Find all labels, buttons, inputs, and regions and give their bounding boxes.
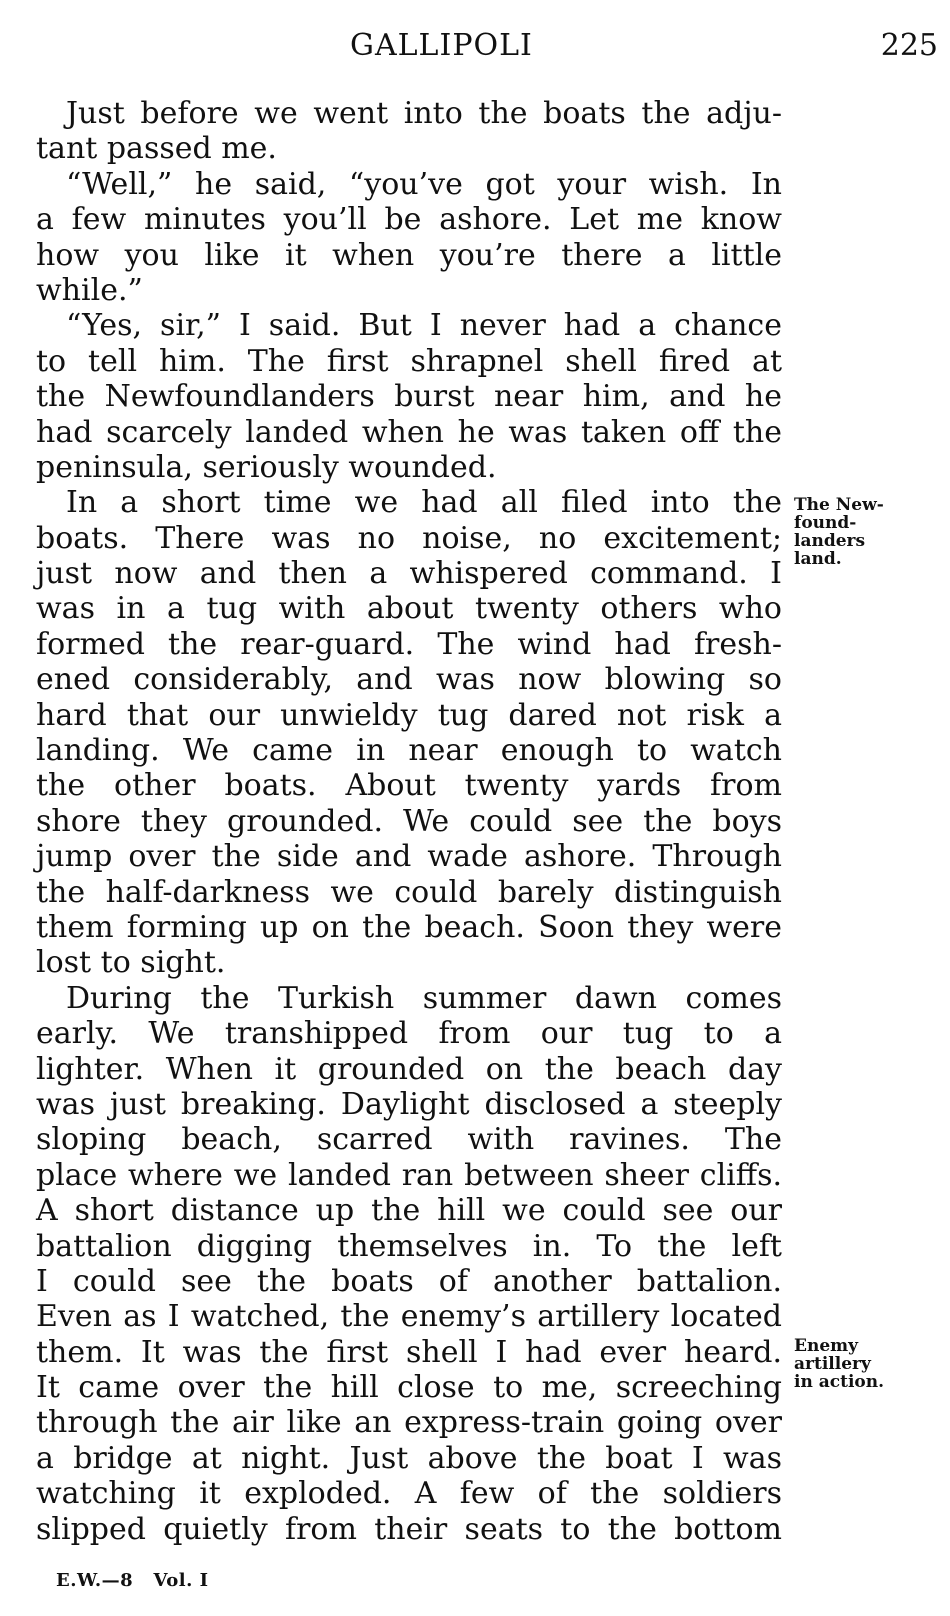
text-line: Even as I watched, the enemy’s artillery located (36, 1299, 782, 1335)
sidenote-enemy-artillery (794, 1337, 884, 1391)
text-line: them. It was the first shell I had ever heard. (36, 1334, 782, 1370)
text-line: A short distance up the hill we could see our (36, 1193, 782, 1229)
text-line: through the air like an express-train going over (36, 1405, 782, 1441)
text-line: was in a tug with about twenty others who (36, 591, 782, 627)
text-line: a few minutes you’ll be ashore. Let me know (36, 202, 782, 238)
running-header (0, 24, 950, 68)
text-line: landing. We came in near enough to watch (36, 733, 782, 769)
sidenote-line: in action. (794, 1372, 885, 1392)
text-line: was just breaking. Daylight disclosed a steeply (36, 1086, 782, 1122)
text-line: to tell him. The first shrapnel shell fired at (36, 343, 782, 379)
page-number: 225 (880, 28, 938, 63)
body-text (36, 96, 782, 1547)
text-line: formed the rear-guard. The wind had fresh- (36, 626, 782, 662)
sidenote-line: land. (794, 549, 842, 569)
text-line: lost to sight. (36, 945, 226, 981)
text-line: “Yes, sir,” I said. But I never had a chance (66, 308, 782, 344)
text-line: the other boats. About twenty yards from (36, 768, 782, 804)
text-line: sloping beach, scarred with ravines. The (36, 1122, 782, 1158)
text-line: boats. There was no noise, no excitement; (36, 520, 782, 556)
text-line: ened considerably, and was now blowing so (36, 662, 782, 698)
text-line: just now and then a whispered command. I (36, 556, 782, 592)
text-line: place where we landed ran between sheer cliffs. (36, 1157, 782, 1193)
text-line: slipped quietly from their seats to the bottom (36, 1511, 782, 1547)
text-line: a bridge at night. Just above the boat I was (36, 1440, 782, 1476)
text-line: Just before we went into the boats the adju- (66, 96, 782, 131)
sidenote-line: found- (794, 513, 857, 533)
text-line: It came over the hill close to me, screeching (36, 1370, 782, 1406)
text-line: had scarcely landed when he was taken off the (36, 414, 782, 450)
text-line: hard that our unwieldy tug dared not risk a (36, 697, 782, 733)
sidenote-line: The New- (794, 495, 884, 515)
text-line: During the Turkish summer dawn comes (66, 980, 782, 1016)
sidenote-line: landers (794, 531, 866, 551)
text-line: peninsula, seriously wounded. (36, 449, 497, 485)
text-line: I could see the boats of another battalion. (36, 1263, 782, 1299)
text-line: “Well,” he said, “you’ve got your wish. In (66, 166, 782, 202)
signature-mark: E.W.—8 Vol. I (56, 1570, 209, 1591)
text-line: early. We transhipped from our tug to a (36, 1016, 782, 1052)
text-line: how you like it when you’re there a little (36, 237, 782, 273)
text-line: In a short time we had all filed into the (66, 485, 782, 521)
text-line: battalion digging themselves in. To the left (36, 1228, 782, 1264)
text-line: the half-darkness we could barely distinguish (36, 874, 782, 910)
sidenote-line: Enemy (794, 1336, 858, 1356)
sidenote-newfoundlanders-land (794, 496, 884, 568)
text-line: shore they grounded. We could see the boys (36, 803, 782, 839)
running-title: GALLIPOLI (350, 28, 533, 63)
text-line: the Newfoundlanders burst near him, and he (36, 379, 782, 415)
sidenote-line: artillery (794, 1354, 871, 1374)
text-line: lighter. When it grounded on the beach day (36, 1051, 782, 1087)
text-line: tant passed me. (36, 131, 277, 167)
text-line: while.” (36, 272, 143, 308)
text-line: watching it exploded. A few of the soldiers (36, 1476, 782, 1512)
text-line: jump over the side and wade ashore. Through (36, 839, 782, 875)
text-line: them forming up on the beach. Soon they were (36, 909, 782, 945)
